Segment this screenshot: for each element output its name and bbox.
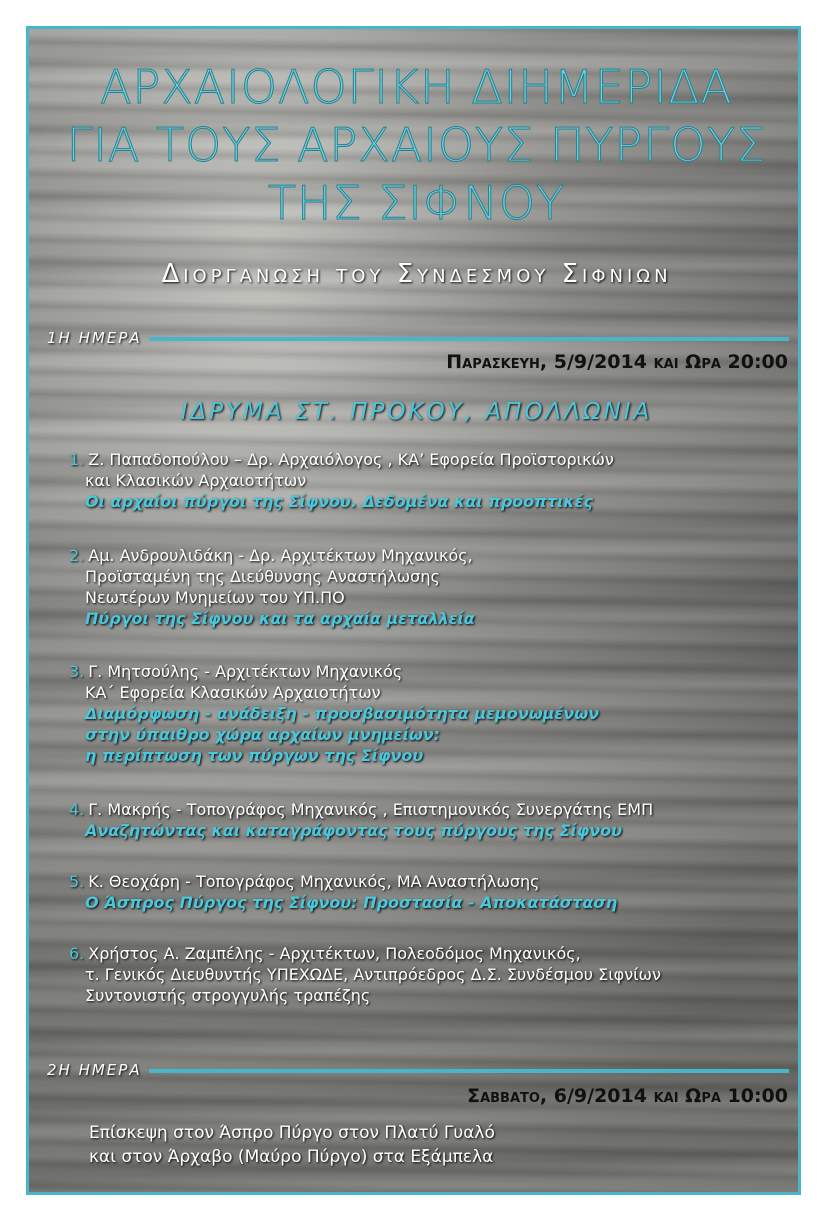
talk-title: στην ύπαιθρο χώρα αρχαίων μνημείων: [85,725,441,744]
speaker-line [69,943,789,964]
title-line-3: ΤΗΣ ΣΙΦΝΟΥ [267,176,566,230]
speaker-line [69,871,789,892]
speaker-entry [69,661,789,766]
speaker-line [69,661,789,682]
title-line-1: ΑΡΧΑΙΟΛΟΓΙΚΗ ΔΙΗΜΕΡΙΔΑ [100,60,733,114]
day1-divider [149,337,789,341]
day2-date: Σαββατο, 6/9/2014 και Ωρα 10:00 [467,1085,788,1107]
talk-title: Οι αρχαίοι πύργοι της Σίφνου. Δεδομένα και προοπτικές [85,492,594,511]
title-line-2: ΓΙΑ ΤΟΥΣ ΑΡΧΑΙΟΥΣ ΠΥΡΓΟΥΣ [66,118,767,172]
speaker-line: Συντονιστής στρογγυλής τραπέζης [85,986,371,1005]
speaker-entry [69,871,789,913]
speaker-text: Ζ. Παπαδοπούλου – Δρ. Αρχαιόλογος , ΚΑ’ Εφορεία Προϊστορικών [88,450,614,469]
speaker-entry [69,799,789,841]
speaker-number: 2. [69,546,85,565]
organizer-line: Διοργανωση του Συνδεσμου Σιφνιων [161,259,672,289]
speaker-text: Αμ. Ανδρουλιδάκη - Δρ. Αρχιτέκτων Μηχανικός, [88,546,473,565]
visit-line: Επίσκεψη στον Άσπρο Πύργο στον Πλατύ Γυαλό [89,1123,495,1143]
speaker-entry [69,943,789,1006]
speaker-line [69,449,789,470]
speaker-entry [69,545,789,629]
speaker-text: Γ. Μητσούλης - Αρχιτέκτων Μηχανικός [88,662,403,681]
speaker-number: 4. [69,800,85,819]
talk-title: η περίπτωση των πύργων της Σίφνου [85,746,424,765]
visit-line: και στον Άρχαβο (Μαύρο Πύργο) στα Εξάμπελα [89,1147,494,1167]
speaker-text: Χρήστος Α. Ζαμπέλης - Αρχιτέκτων, Πολεοδόμος Μηχανικός, [88,944,581,963]
talk-title: Αναζητώντας και καταγράφοντας τους πύργους της Σίφνου [85,821,622,840]
speaker-number: 1. [69,450,85,469]
speaker-text: Γ. Μακρής - Τοπογράφος Μηχανικός , Επιστημονικός Συνεργάτης ΕΜΠ [88,800,654,819]
speaker-number: 6. [69,944,85,963]
speaker-line: Νεωτέρων Μνημείων του ΥΠ.ΠΟ [85,588,345,607]
speaker-entry [69,449,789,512]
speaker-line: ΚΑ΄ Εφορεία Κλασικών Αρχαιοτήτων [85,683,381,702]
day2-divider [149,1069,789,1073]
day2-visit [89,1121,495,1169]
speaker-line [69,545,789,566]
day1-venue: ΙΔΡΥΜΑ ΣΤ. ΠΡΟΚΟΥ, ΑΠΟΛΛΩΝΙΑ [180,399,653,425]
speaker-number: 5. [69,872,85,891]
day1-label: 1Η ΗΜΕΡΑ [47,329,142,347]
talk-title: Ο Άσπρος Πύργος της Σίφνου: Προστασία - Αποκατάσταση [85,893,618,912]
day2-label: 2Η ΗΜΕΡΑ [47,1061,142,1079]
talk-title: Πύργοι της Σίφνου και τα αρχαία μεταλλεία [85,609,475,628]
speaker-line: τ. Γενικός Διευθυντής ΥΠΕΧΩΔΕ, Αντιπρόεδρος Δ.Σ. Συνδέσμου Σιφνίων [85,965,661,984]
speaker-line: Προϊσταμένη της Διεύθυνσης Αναστήλωσης [85,567,440,586]
day1-date: Παρασκευη, 5/9/2014 και Ωρα 20:00 [446,351,788,373]
speaker-number: 3. [69,662,85,681]
speaker-line [69,799,789,820]
speaker-text: Κ. Θεοχάρη - Τοπογράφος Μηχανικός, ΜΑ Αναστήλωσης [88,872,540,891]
poster-frame [26,26,801,1195]
talk-title: Διαμόρφωση - ανάδειξη - προσβασιμότητα μεμονωμένων [85,704,599,723]
speaker-line: και Κλασικών Αρχαιοτήτων [85,471,307,490]
